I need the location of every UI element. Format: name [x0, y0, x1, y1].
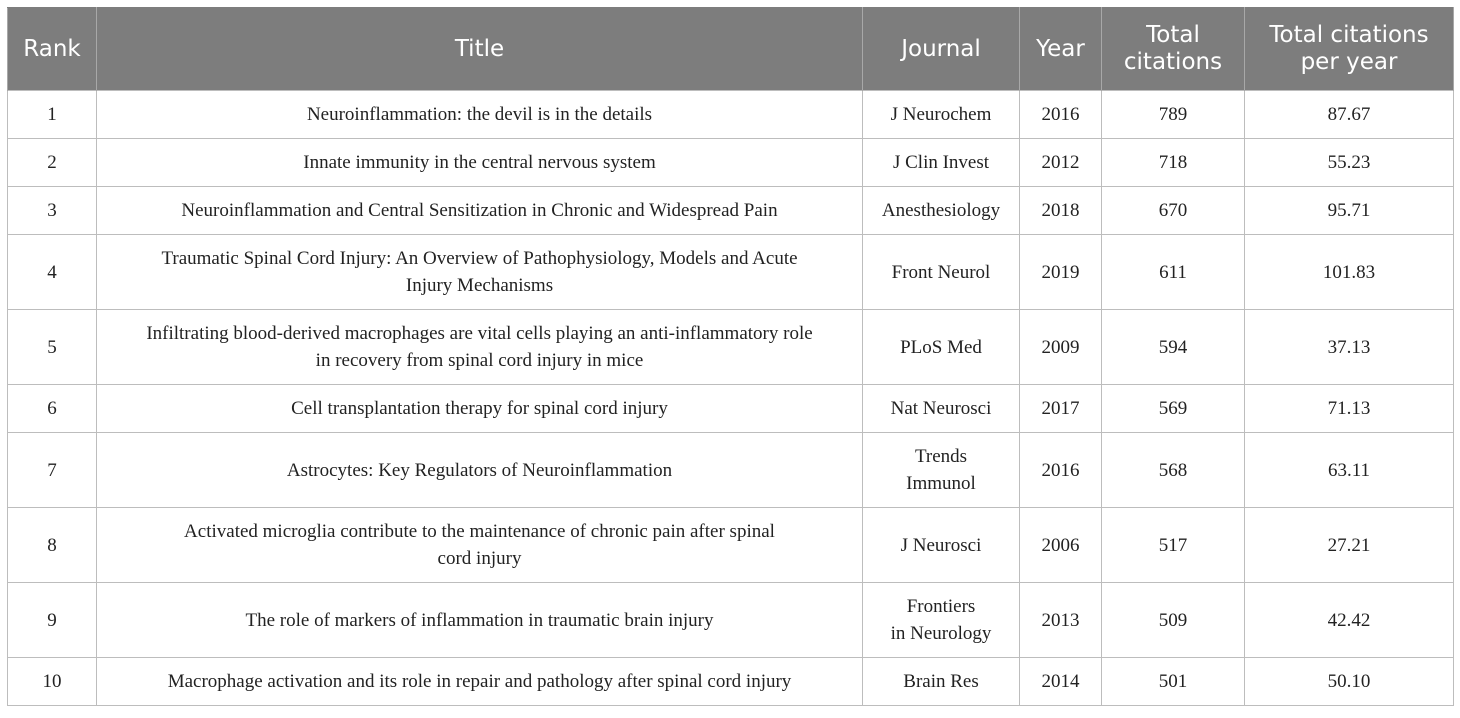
cell-journal: Nat Neurosci: [863, 385, 1020, 433]
cell-title: Neuroinflammation: the devil is in the details: [97, 91, 863, 139]
table-row: [8, 235, 1454, 310]
cell-title: Infiltrating blood-derived macrophages are vital cells playing an anti-inflammatory role in recovery from spinal cord injury in mice: [97, 310, 863, 385]
header-rank: Rank: [8, 8, 97, 91]
cell-journal: Frontiers in Neurology: [863, 583, 1020, 658]
cell-rank: 4: [8, 235, 97, 310]
cell-title: The role of markers of inflammation in traumatic brain injury: [97, 583, 863, 658]
cell-citations-per-year: 101.83: [1245, 235, 1454, 310]
cell-year: 2012: [1020, 139, 1102, 187]
cell-rank: 8: [8, 508, 97, 583]
cell-rank: 9: [8, 583, 97, 658]
cell-citations-per-year: 87.67: [1245, 91, 1454, 139]
cell-citations-per-year: 42.42: [1245, 583, 1454, 658]
header-row: [8, 8, 1454, 91]
cell-year: 2016: [1020, 91, 1102, 139]
cell-citations-per-year: 27.21: [1245, 508, 1454, 583]
cell-citations-per-year: 55.23: [1245, 139, 1454, 187]
cell-year: 2006: [1020, 508, 1102, 583]
cell-rank: 10: [8, 658, 97, 706]
table-row: [8, 433, 1454, 508]
cell-citations-per-year: 95.71: [1245, 187, 1454, 235]
cell-citations-per-year: 37.13: [1245, 310, 1454, 385]
citations-table: [7, 7, 1454, 706]
cell-journal: Trends Immunol: [863, 433, 1020, 508]
cell-year: 2014: [1020, 658, 1102, 706]
cell-citations-per-year: 71.13: [1245, 385, 1454, 433]
cell-citations-per-year: 63.11: [1245, 433, 1454, 508]
cell-title: Activated microglia contribute to the maintenance of chronic pain after spinal cord injury: [97, 508, 863, 583]
cell-year: 2009: [1020, 310, 1102, 385]
cell-journal: Anesthesiology: [863, 187, 1020, 235]
table-row: [8, 139, 1454, 187]
cell-rank: 3: [8, 187, 97, 235]
header-year: Year: [1020, 8, 1102, 91]
cell-total-citations: 718: [1102, 139, 1245, 187]
cell-total-citations: 611: [1102, 235, 1245, 310]
cell-total-citations: 569: [1102, 385, 1245, 433]
table-row: [8, 583, 1454, 658]
cell-title: Innate immunity in the central nervous system: [97, 139, 863, 187]
cell-title: Traumatic Spinal Cord Injury: An Overview of Pathophysiology, Models and Acute Injury Mechanisms: [97, 235, 863, 310]
header-total-citations: Total citations: [1102, 8, 1245, 91]
cell-total-citations: 789: [1102, 91, 1245, 139]
cell-year: 2013: [1020, 583, 1102, 658]
cell-total-citations: 670: [1102, 187, 1245, 235]
cell-journal: PLoS Med: [863, 310, 1020, 385]
cell-citations-per-year: 50.10: [1245, 658, 1454, 706]
cell-rank: 5: [8, 310, 97, 385]
cell-title: Neuroinflammation and Central Sensitization in Chronic and Widespread Pain: [97, 187, 863, 235]
table-row: [8, 310, 1454, 385]
cell-year: 2018: [1020, 187, 1102, 235]
table-row: [8, 658, 1454, 706]
cell-year: 2016: [1020, 433, 1102, 508]
cell-journal: Front Neurol: [863, 235, 1020, 310]
cell-journal: Brain Res: [863, 658, 1020, 706]
cell-total-citations: 568: [1102, 433, 1245, 508]
cell-total-citations: 594: [1102, 310, 1245, 385]
cell-year: 2017: [1020, 385, 1102, 433]
cell-rank: 2: [8, 139, 97, 187]
table-row: [8, 385, 1454, 433]
cell-journal: J Neurochem: [863, 91, 1020, 139]
cell-rank: 7: [8, 433, 97, 508]
cell-title: Astrocytes: Key Regulators of Neuroinflammation: [97, 433, 863, 508]
header-citations-per-year: Total citations per year: [1245, 8, 1454, 91]
table-row: [8, 187, 1454, 235]
cell-total-citations: 509: [1102, 583, 1245, 658]
header-title: Title: [97, 8, 863, 91]
table-row: [8, 508, 1454, 583]
cell-rank: 6: [8, 385, 97, 433]
cell-year: 2019: [1020, 235, 1102, 310]
cell-total-citations: 501: [1102, 658, 1245, 706]
header-journal: Journal: [863, 8, 1020, 91]
cell-title: Cell transplantation therapy for spinal cord injury: [97, 385, 863, 433]
cell-title: Macrophage activation and its role in repair and pathology after spinal cord injury: [97, 658, 863, 706]
table-row: [8, 91, 1454, 139]
cell-rank: 1: [8, 91, 97, 139]
cell-total-citations: 517: [1102, 508, 1245, 583]
cell-journal: J Clin Invest: [863, 139, 1020, 187]
cell-journal: J Neurosci: [863, 508, 1020, 583]
